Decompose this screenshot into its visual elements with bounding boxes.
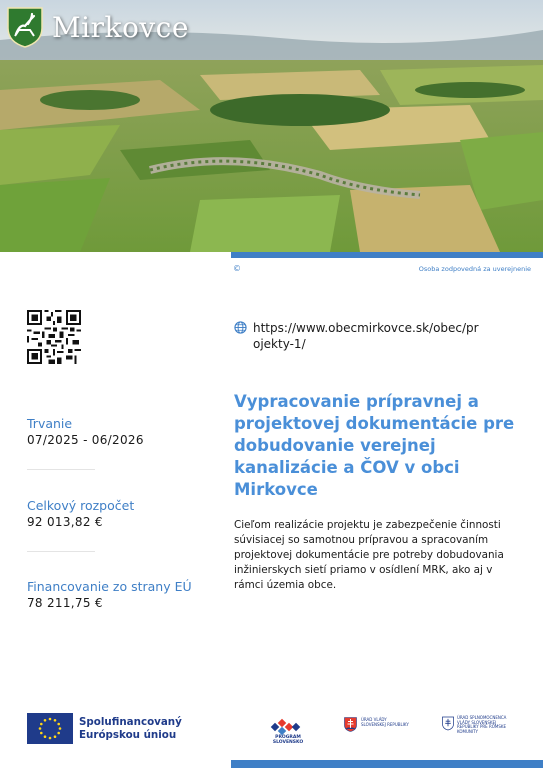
government-office-text: ÚRAD VLÁDY SLOVENSKEJ REPUBLIKY <box>361 717 409 727</box>
project-url-row[interactable] <box>234 320 524 352</box>
project-description: Cieľom realizácie projektu je zabezpečenie činnosti súvisiacej so samotnou prípravou a spracovaním projektovej dokumentácie pre potreby dobudovania inžinierskych sietí priamo v osídlení MRK, ako aj v rámci územia obce. <box>234 519 504 591</box>
hero-accent-bar <box>231 252 543 258</box>
copyright-symbol: © <box>233 264 241 273</box>
slovak-coat-of-arms-icon <box>344 717 357 732</box>
bottom-accent-bar <box>231 760 543 768</box>
duration-value: 07/2025 - 06/2026 <box>27 433 144 447</box>
eu-funding-value: 78 211,75 € <box>27 596 103 610</box>
budget-label: Celkový rozpočet <box>27 498 135 513</box>
hero-bar-left <box>0 252 231 258</box>
divider <box>27 469 95 470</box>
responsible-person-label: Osoba zodpovedná za uverejnenie <box>418 265 531 273</box>
hero-aerial-photo <box>0 0 543 252</box>
slovak-coat-of-arms-icon <box>442 716 454 731</box>
divider <box>27 551 95 552</box>
eu-cofinanced-text: Spolufinancovaný Európskou úniou <box>79 716 182 741</box>
roma-communities-office-text: ÚRAD SPLNOMOCNENCA VLÁDY SLOVENSKEJ REPUBLIKY PRE RÓMSKE KOMUNITY <box>457 715 507 734</box>
eu-flag-icon <box>27 713 73 744</box>
municipality-brand <box>6 6 189 48</box>
program-slovensko-text: PROGRAM SLOVENSKO <box>272 735 304 745</box>
photo-caption-row <box>231 264 531 276</box>
duration-block <box>27 416 207 448</box>
eu-funding-block <box>27 579 207 611</box>
duration-label: Trvanie <box>27 416 73 431</box>
budget-block <box>27 498 207 530</box>
project-title: Vypracovanie prípravnej a projektovej dokumentácie pre dobudovanie verejnej kanalizácie a ČOV v obci Mirkovce <box>234 392 515 499</box>
coat-of-arms-icon <box>6 6 44 48</box>
municipality-name: Mirkovce <box>52 10 189 44</box>
project-url-link[interactable]: https://www.obecmirkovce.sk/obec/projekty-1/ <box>253 321 479 351</box>
qr-code-icon[interactable] <box>27 310 81 364</box>
globe-icon <box>234 321 247 334</box>
budget-value: 92 013,82 € <box>27 515 103 529</box>
eu-funding-label: Financovanie zo strany EÚ <box>27 579 192 594</box>
